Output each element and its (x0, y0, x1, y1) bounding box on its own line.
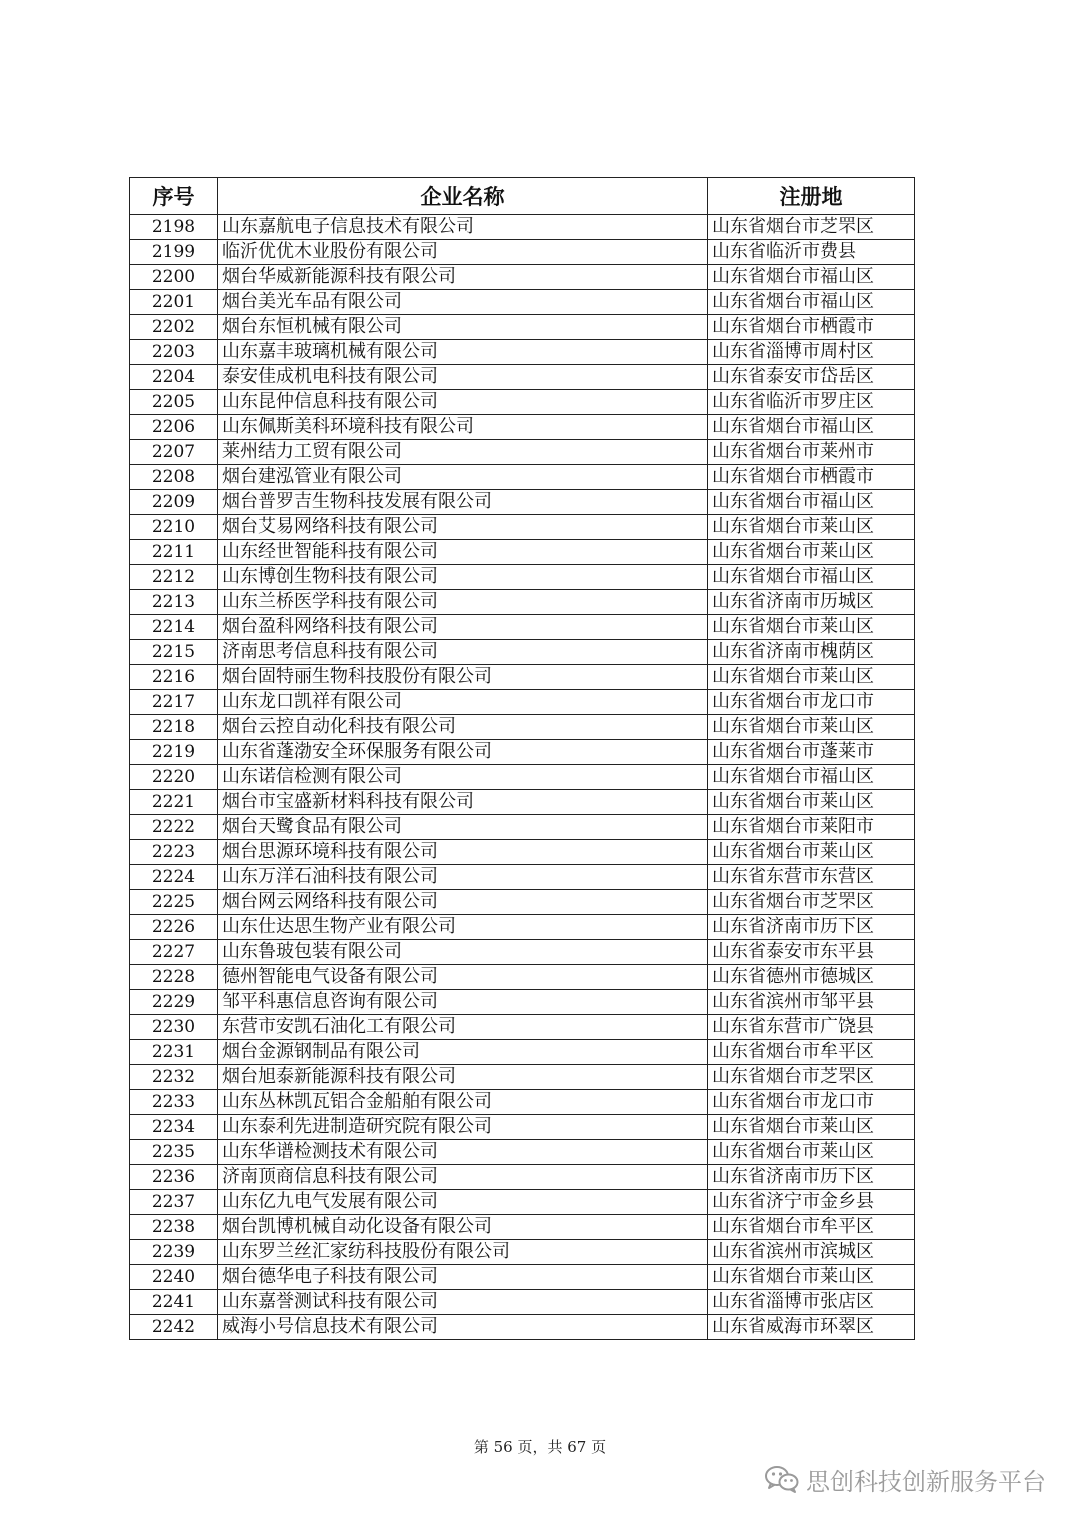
serial-number-cell: 2200 (130, 265, 218, 290)
company-name-cell: 威海小号信息技术有限公司 (218, 1315, 708, 1340)
registered-place-cell: 山东省滨州市滨城区 (708, 1240, 915, 1265)
company-name-cell: 烟台盈科网络科技有限公司 (218, 615, 708, 640)
serial-number-cell: 2202 (130, 315, 218, 340)
table-row (130, 415, 915, 440)
company-name-cell: 山东鲁玻包装有限公司 (218, 940, 708, 965)
registered-place-cell: 山东省烟台市芝罘区 (708, 890, 915, 915)
serial-number-cell: 2234 (130, 1115, 218, 1140)
table-row (130, 1065, 915, 1090)
company-name-cell: 烟台美光车品有限公司 (218, 290, 708, 315)
table-row (130, 1265, 915, 1290)
serial-number-cell: 2225 (130, 890, 218, 915)
table-row (130, 1240, 915, 1265)
serial-number-cell: 2219 (130, 740, 218, 765)
registered-place-cell: 山东省烟台市蓬莱市 (708, 740, 915, 765)
serial-number-cell: 2211 (130, 540, 218, 565)
wechat-icon (764, 1464, 800, 1494)
company-name-cell: 烟台天鹭食品有限公司 (218, 815, 708, 840)
serial-number-cell: 2222 (130, 815, 218, 840)
company-name-cell: 山东经世智能科技有限公司 (218, 540, 708, 565)
serial-number-cell: 2199 (130, 240, 218, 265)
registered-place-cell: 山东省烟台市栖霞市 (708, 465, 915, 490)
company-name-cell: 山东诺信检测有限公司 (218, 765, 708, 790)
company-name-cell: 山东博创生物科技有限公司 (218, 565, 708, 590)
company-name-cell: 山东泰利先进制造研究院有限公司 (218, 1115, 708, 1140)
table-row (130, 1290, 915, 1315)
table-row (130, 640, 915, 665)
registered-place-cell: 山东省烟台市莱山区 (708, 840, 915, 865)
table-row (130, 915, 915, 940)
registered-place-cell: 山东省威海市环翠区 (708, 1315, 915, 1340)
serial-number-cell: 2240 (130, 1265, 218, 1290)
serial-number-cell: 2221 (130, 790, 218, 815)
company-name-cell: 济南思考信息科技有限公司 (218, 640, 708, 665)
table-row (130, 790, 915, 815)
registered-place-cell: 山东省烟台市莱山区 (708, 715, 915, 740)
registered-place-cell: 山东省德州市德城区 (708, 965, 915, 990)
table-row (130, 240, 915, 265)
serial-number-cell: 2241 (130, 1290, 218, 1315)
registered-place-cell: 山东省淄博市周村区 (708, 340, 915, 365)
company-name-cell: 山东罗兰丝汇家纺科技股份有限公司 (218, 1240, 708, 1265)
serial-number-cell: 2239 (130, 1240, 218, 1265)
serial-number-cell: 2242 (130, 1315, 218, 1340)
company-name-cell: 烟台德华电子科技有限公司 (218, 1265, 708, 1290)
company-name-cell: 山东丛林凯瓦铝合金船舶有限公司 (218, 1090, 708, 1115)
registered-place-cell: 山东省烟台市莱山区 (708, 665, 915, 690)
registered-place-cell: 山东省烟台市莱阳市 (708, 815, 915, 840)
watermark-text: 思创科技创新服务平台 (806, 1467, 1046, 1496)
table-row (130, 615, 915, 640)
serial-number-cell: 2233 (130, 1090, 218, 1115)
registered-place-cell: 山东省济南市历下区 (708, 915, 915, 940)
serial-number-cell: 2218 (130, 715, 218, 740)
company-name-cell: 东营市安凯石油化工有限公司 (218, 1015, 708, 1040)
table-row (130, 1090, 915, 1115)
serial-number-cell: 2198 (130, 215, 218, 240)
registered-place-cell: 山东省烟台市牟平区 (708, 1040, 915, 1065)
page-number: 第 56 页，共 67 页 (473, 1438, 607, 1456)
header-company-name: 企业名称 (218, 178, 708, 215)
company-name-cell: 山东亿九电气发展有限公司 (218, 1190, 708, 1215)
serial-number-cell: 2238 (130, 1215, 218, 1240)
registered-place-cell: 山东省东营市广饶县 (708, 1015, 915, 1040)
watermark (764, 1462, 1046, 1496)
serial-number-cell: 2229 (130, 990, 218, 1015)
registered-place-cell: 山东省临沂市罗庄区 (708, 390, 915, 415)
table-row (130, 390, 915, 415)
company-name-cell: 山东佩斯美科环境科技有限公司 (218, 415, 708, 440)
registered-place-cell: 山东省烟台市莱州市 (708, 440, 915, 465)
serial-number-cell: 2237 (130, 1190, 218, 1215)
table-row (130, 515, 915, 540)
registered-place-cell: 山东省泰安市东平县 (708, 940, 915, 965)
header-serial-number: 序号 (130, 178, 218, 215)
table-row (130, 1040, 915, 1065)
company-name-cell: 烟台旭泰新能源科技有限公司 (218, 1065, 708, 1090)
table-row (130, 540, 915, 565)
company-name-cell: 烟台思源环境科技有限公司 (218, 840, 708, 865)
company-name-cell: 烟台云控自动化科技有限公司 (218, 715, 708, 740)
company-name-cell: 济南顶商信息科技有限公司 (218, 1165, 708, 1190)
table-row (130, 1165, 915, 1190)
registered-place-cell: 山东省淄博市张店区 (708, 1290, 915, 1315)
company-name-cell: 烟台普罗吉生物科技发展有限公司 (218, 490, 708, 515)
serial-number-cell: 2205 (130, 390, 218, 415)
table-body (130, 215, 915, 1340)
serial-number-cell: 2207 (130, 440, 218, 465)
registered-place-cell: 山东省烟台市莱山区 (708, 1140, 915, 1165)
table-row (130, 840, 915, 865)
table-row (130, 765, 915, 790)
registered-place-cell: 山东省烟台市福山区 (708, 290, 915, 315)
table-row (130, 1215, 915, 1240)
company-name-cell: 烟台艾易网络科技有限公司 (218, 515, 708, 540)
serial-number-cell: 2228 (130, 965, 218, 990)
registered-place-cell: 山东省烟台市莱山区 (708, 515, 915, 540)
registered-place-cell: 山东省滨州市邹平县 (708, 990, 915, 1015)
company-name-cell: 烟台华威新能源科技有限公司 (218, 265, 708, 290)
serial-number-cell: 2206 (130, 415, 218, 440)
table-row (130, 1015, 915, 1040)
table-row (130, 290, 915, 315)
header-registered-place: 注册地 (708, 178, 915, 215)
serial-number-cell: 2223 (130, 840, 218, 865)
company-name-cell: 烟台市宝盛新材料科技有限公司 (218, 790, 708, 815)
registered-place-cell: 山东省烟台市福山区 (708, 265, 915, 290)
serial-number-cell: 2235 (130, 1140, 218, 1165)
registered-place-cell: 山东省烟台市莱山区 (708, 540, 915, 565)
company-name-cell: 山东仕达思生物产业有限公司 (218, 915, 708, 940)
company-name-cell: 烟台固特丽生物科技股份有限公司 (218, 665, 708, 690)
serial-number-cell: 2204 (130, 365, 218, 390)
table-row (130, 990, 915, 1015)
table-row (130, 940, 915, 965)
registered-place-cell: 山东省烟台市芝罘区 (708, 1065, 915, 1090)
serial-number-cell: 2215 (130, 640, 218, 665)
table-row (130, 865, 915, 890)
table-row (130, 1140, 915, 1165)
company-name-cell: 山东万洋石油科技有限公司 (218, 865, 708, 890)
serial-number-cell: 2203 (130, 340, 218, 365)
company-name-cell: 山东省蓬渤安全环保服务有限公司 (218, 740, 708, 765)
registered-place-cell: 山东省烟台市龙口市 (708, 690, 915, 715)
table-row (130, 215, 915, 240)
registered-place-cell: 山东省济南市历下区 (708, 1165, 915, 1190)
table-row (130, 690, 915, 715)
serial-number-cell: 2224 (130, 865, 218, 890)
serial-number-cell: 2216 (130, 665, 218, 690)
company-name-cell: 山东昆仲信息科技有限公司 (218, 390, 708, 415)
table-row (130, 715, 915, 740)
company-name-cell: 山东兰桥医学科技有限公司 (218, 590, 708, 615)
serial-number-cell: 2231 (130, 1040, 218, 1065)
registered-place-cell: 山东省烟台市龙口市 (708, 1090, 915, 1115)
registered-place-cell: 山东省烟台市福山区 (708, 490, 915, 515)
table-row (130, 365, 915, 390)
registered-place-cell: 山东省烟台市牟平区 (708, 1215, 915, 1240)
company-name-cell: 山东嘉誉测试科技有限公司 (218, 1290, 708, 1315)
table-row (130, 665, 915, 690)
company-name-cell: 泰安佳成机电科技有限公司 (218, 365, 708, 390)
company-name-cell: 烟台东恒机械有限公司 (218, 315, 708, 340)
registered-place-cell: 山东省烟台市福山区 (708, 415, 915, 440)
serial-number-cell: 2212 (130, 565, 218, 590)
registered-place-cell: 山东省烟台市福山区 (708, 765, 915, 790)
table-row (130, 440, 915, 465)
registered-place-cell: 山东省泰安市岱岳区 (708, 365, 915, 390)
company-name-cell: 烟台金源钢制品有限公司 (218, 1040, 708, 1065)
serial-number-cell: 2217 (130, 690, 218, 715)
registered-place-cell: 山东省济宁市金乡县 (708, 1190, 915, 1215)
company-list-table (129, 177, 915, 1340)
table-row (130, 965, 915, 990)
table-row (130, 890, 915, 915)
serial-number-cell: 2230 (130, 1015, 218, 1040)
registered-place-cell: 山东省东营市东营区 (708, 865, 915, 890)
serial-number-cell: 2226 (130, 915, 218, 940)
registered-place-cell: 山东省临沂市费县 (708, 240, 915, 265)
table-row (130, 265, 915, 290)
table-row (130, 1115, 915, 1140)
table-row (130, 315, 915, 340)
serial-number-cell: 2209 (130, 490, 218, 515)
table-row (130, 590, 915, 615)
serial-number-cell: 2227 (130, 940, 218, 965)
table-row (130, 815, 915, 840)
company-name-cell: 莱州结力工贸有限公司 (218, 440, 708, 465)
company-name-cell: 烟台网云网络科技有限公司 (218, 890, 708, 915)
table-header-row (130, 178, 915, 215)
serial-number-cell: 2208 (130, 465, 218, 490)
company-name-cell: 烟台建泓管业有限公司 (218, 465, 708, 490)
table-row (130, 465, 915, 490)
registered-place-cell: 山东省济南市历城区 (708, 590, 915, 615)
table-row (130, 740, 915, 765)
company-name-cell: 山东嘉丰玻璃机械有限公司 (218, 340, 708, 365)
registered-place-cell: 山东省烟台市芝罘区 (708, 215, 915, 240)
serial-number-cell: 2210 (130, 515, 218, 540)
serial-number-cell: 2232 (130, 1065, 218, 1090)
serial-number-cell: 2201 (130, 290, 218, 315)
serial-number-cell: 2213 (130, 590, 218, 615)
registered-place-cell: 山东省烟台市莱山区 (708, 1265, 915, 1290)
registered-place-cell: 山东省烟台市莱山区 (708, 1115, 915, 1140)
company-name-cell: 山东华谱检测技术有限公司 (218, 1140, 708, 1165)
registered-place-cell: 山东省烟台市栖霞市 (708, 315, 915, 340)
registered-place-cell: 山东省烟台市莱山区 (708, 790, 915, 815)
registered-place-cell: 山东省济南市槐荫区 (708, 640, 915, 665)
table-row (130, 1190, 915, 1215)
registered-place-cell: 山东省烟台市莱山区 (708, 615, 915, 640)
registered-place-cell: 山东省烟台市福山区 (708, 565, 915, 590)
company-name-cell: 德州智能电气设备有限公司 (218, 965, 708, 990)
table-row (130, 340, 915, 365)
serial-number-cell: 2236 (130, 1165, 218, 1190)
company-name-cell: 烟台凯博机械自动化设备有限公司 (218, 1215, 708, 1240)
table-row (130, 490, 915, 515)
serial-number-cell: 2220 (130, 765, 218, 790)
company-name-cell: 临沂优优木业股份有限公司 (218, 240, 708, 265)
company-name-cell: 邹平科惠信息咨询有限公司 (218, 990, 708, 1015)
company-name-cell: 山东龙口凯祥有限公司 (218, 690, 708, 715)
serial-number-cell: 2214 (130, 615, 218, 640)
table-row (130, 565, 915, 590)
table-row (130, 1315, 915, 1340)
company-name-cell: 山东嘉航电子信息技术有限公司 (218, 215, 708, 240)
